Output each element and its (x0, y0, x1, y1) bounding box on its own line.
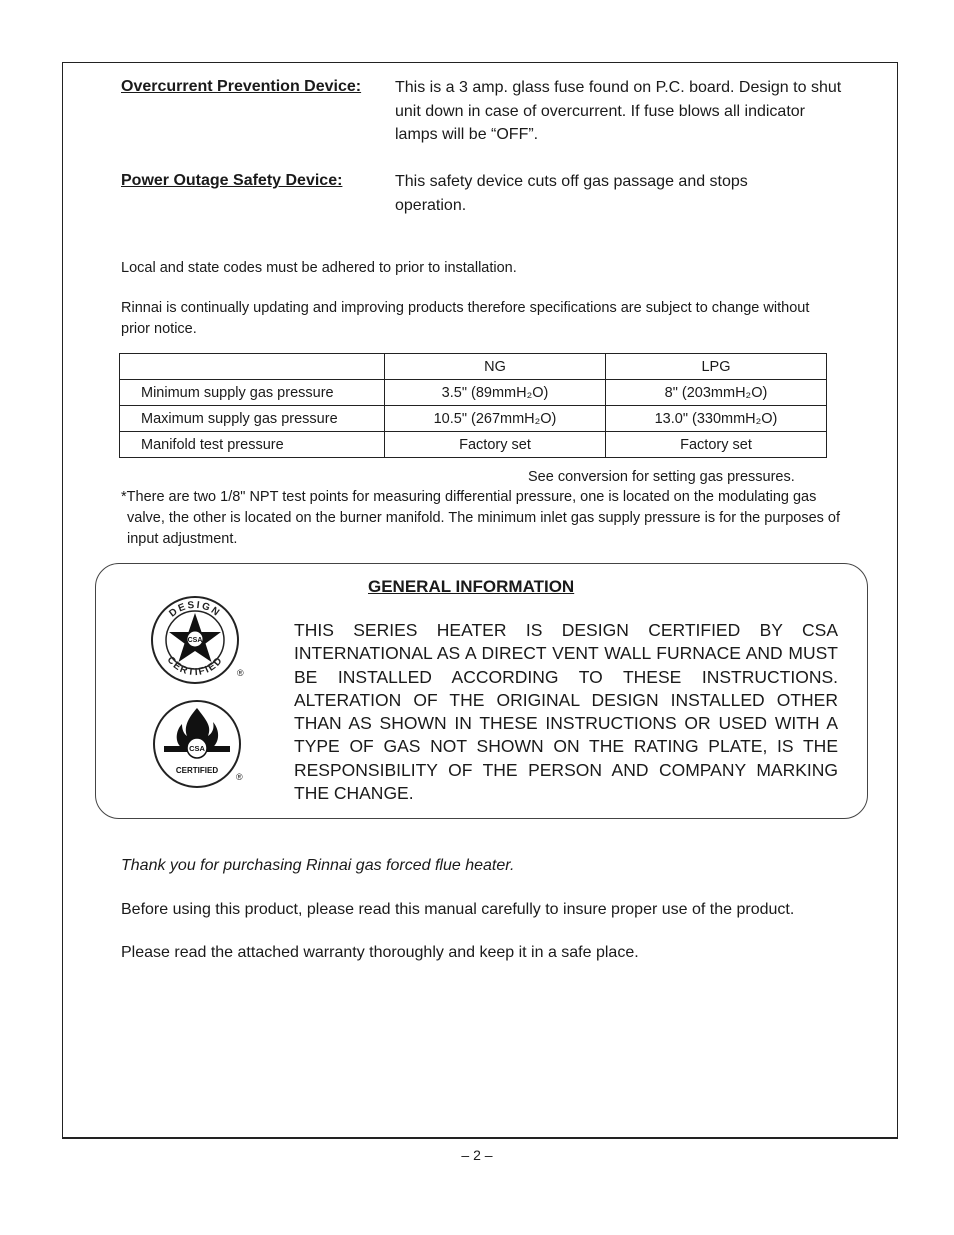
svg-text:®: ® (237, 668, 244, 678)
ng-value: Factory set (385, 432, 606, 458)
page-number: – 2 – (461, 1147, 493, 1163)
table-row (120, 380, 827, 406)
gas-pressure-table (119, 353, 827, 458)
design-certified-star-seal-icon (150, 596, 244, 690)
seal-center-text: CSA (189, 744, 205, 753)
power-outage-label: Power Outage Safety Device: (121, 172, 343, 189)
codes-note: Local and state codes must be adhered to prior to installation. (121, 260, 517, 276)
general-information-body: THIS SERIES HEATER IS DESIGN CERTIFIED BY CSA INTERNATIONAL AS A DIRECT VENT WALL FURNACE AND MUST BE INSTALLED ACCORDING TO THESE INSTRUCTIONS. ALTERATION OF THE ORIGINAL DESIGN INSTALLED OTHER THAN AS SHOWN IN THESE INSTRUCTIONS OR USED WITH A TYPE OF GAS NOT SHOWN ON THE RATING PLATE, IS THE RESPONSIBILITY OF THE PERSON AND COMPANY MARKING THE CHANGE. (294, 620, 838, 804)
thank-you-text: Thank you for purchasing Rinnai gas forced flue heater. (121, 857, 515, 874)
seal-bottom-text: CERTIFIED (175, 766, 219, 775)
warranty-text: Please read the attached warranty thoroughly and keep it in a safe place. (121, 944, 639, 961)
row-label: Minimum supply gas pressure (120, 380, 385, 406)
general-information-title: GENERAL INFORMATION (368, 577, 575, 596)
overcurrent-description: This is a 3 amp. glass fuse found on P.C. board. Design to shut unit down in case of overcurrent. If fuse blows all indicator lamps will be “OFF”. (395, 79, 842, 143)
lpg-value: Factory set (606, 432, 827, 458)
lpg-value: 8" (203mmH₂O) (606, 380, 827, 406)
conversion-note: See conversion for setting gas pressures. (528, 469, 795, 485)
read-manual-text: Before using this product, please read this manual carefully to insure proper use of the product. (121, 901, 795, 918)
seal-top-text: DESIGN (167, 599, 223, 620)
row-label: Maximum supply gas pressure (120, 406, 385, 432)
table-header: LPG (606, 354, 827, 380)
seal-center-text: CSA (187, 637, 203, 644)
table-header: NG (385, 354, 606, 380)
ng-value: 10.5" (267mmH₂O) (385, 406, 606, 432)
seal-bottom-text: CERTIFIED (164, 654, 226, 679)
table-header (120, 354, 385, 380)
table-header-row (120, 354, 827, 380)
power-outage-description: This safety device cuts off gas passage and stops operation. (395, 173, 748, 214)
row-label: Manifold test pressure (120, 432, 385, 458)
lpg-value: 13.0" (330mmH₂O) (606, 406, 827, 432)
updating-note: Rinnai is continually updating and improving products therefore specifications are subject to change without prior notice. (121, 300, 810, 337)
overcurrent-label: Overcurrent Prevention Device: (121, 78, 362, 95)
csa-certified-flame-seal-icon (150, 700, 246, 792)
ng-value: 3.5" (89mmH₂O) (385, 380, 606, 406)
test-points-footnote: *There are two 1/8" NPT test points for measuring differential pressure, one is located on the modulating gas valve, the other is located on the burner manifold. The minimum inlet gas supply pressure is for the purposes of input adjustment. (121, 489, 841, 547)
table-row (120, 406, 827, 432)
svg-text:CERTIFIED (165, 655, 226, 679)
table-row (120, 432, 827, 458)
svg-text:®: ® (236, 772, 243, 782)
